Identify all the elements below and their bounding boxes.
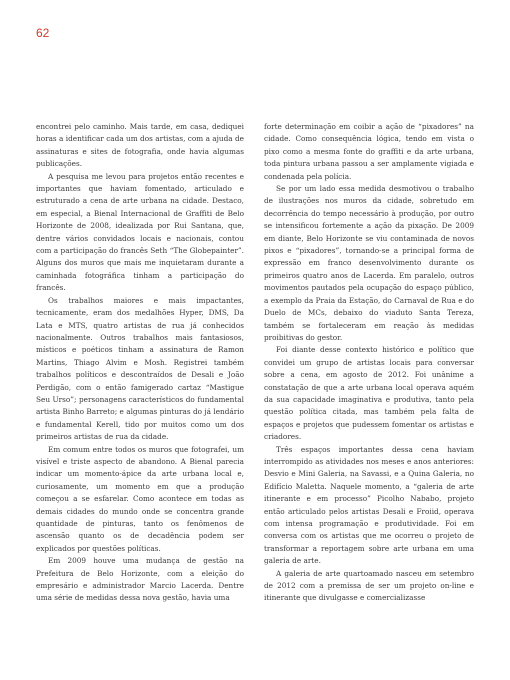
paragraph: Três espaços importantes dessa cena haviam interrompido as atividades nos meses e anos anteriores: Desvio e Mini Galeria, na Savassi, e a Quina Galeria, no Edifício Maletta. Naquele momento, a “galeria de arte itinerante e em processo” Picolho Nababo, projeto então articulado pelos artistas Desali e Froiid, operava com intensa programação e produtividade. Foi em conversa com os artistas que me ocorreu o projeto de transformar a reportagem sobre arte urbana em uma galeria de arte.	[264, 444, 474, 566]
right-text-column	[264, 121, 474, 605]
paragraph: forte determinação em coibir a ação de “pixadores” na cidade. Como consequência lógica, tendo em vista o pixo como a mesma fonte do graffiti e da arte urbana, toda pintura urbana passou a ser amplamente vigiada e condenada pela polícia.	[264, 122, 474, 181]
paragraph: A pesquisa me levou para projetos então recentes e importantes que haviam fomentado, articulado e estruturado a cena de arte urbana na cidade. Destaco, em especial, a Bienal Internacional de Graffiti de Belo Horizonte de 2008, idealizada por Rui Santana, que, dentre vários convidados locais e nacionais, contou com a participação do francês Seth “The Globepainter”. Alguns dos muros que mais me inquietaram durante a caminhada fotográfica tinham a participação do francês.	[36, 171, 244, 293]
paragraph: encontrei pelo caminho. Mais tarde, em casa, dediquei horas a identificar cada um dos artistas, com a ajuda de assinaturas e sites de fotografia, onde havia algumas publicações.	[36, 122, 244, 169]
page-number: 62	[36, 26, 50, 40]
paragraph: Se por um lado essa medida desmotivou o trabalho de ilustrações nos muros da cidade, sobretudo em decorrência do tempo necessário à produção, por outro se intensificou fortemente a ação da pixação. De 2009 em diante, Belo Horizonte se viu contaminada de novos pixos e “pixadores”, tornando-se a principal forma de expressão em franco desenvolvimento durante os primeiros quatro anos de Lacerda. Em paralelo, outros movimentos pautados pela ocupação do espaço público, a exemplo da Praia da Estação, do Carnaval de Rua e do Duelo de MCs, debaixo do viaduto Santa Tereza, também se fortaleceram em reação às medidas proibitivas do gestor.	[264, 184, 474, 342]
paragraph: A galeria de arte quartoamado nasceu em setembro de 2012 com a premissa de ser um projeto on-line e itinerante que divulgasse e comercializasse	[264, 568, 474, 603]
paragraph: Em 2009 houve uma mudança de gestão na Prefeitura de Belo Horizonte, com a eleição do empresário e administrador Marcio Lacerda. Dentre uma série de medidas dessa nova gestão, havia uma	[36, 556, 244, 603]
left-text-column	[36, 121, 244, 605]
paragraph: Foi diante desse contexto histórico e político que convidei um grupo de artistas locais para conversar sobre a cena, em agosto de 2012. Foi unânime a constatação de que a arte urbana local operava aquém da sua capacidade imaginativa e produtiva, tanto pela questão política citada, mas também pela falta de espaços e projetos que pudessem fomentar os artistas e criadores.	[264, 345, 474, 442]
paragraph: Em comum entre todos os muros que fotografei, um visível e triste aspecto de abandono. A Bienal parecia indicar um momento-ápice da arte urbana local e, curiosamente, um momento em que a produção começou a se esfarelar. Como acontece em todas as demais cidades do mundo onde se concentra grande quantidade de pinturas, tanto os fenômenos de ascensão quanto os de decadência podem ser explicados por questões políticas.	[36, 444, 244, 553]
paragraph: Os trabalhos maiores e mais impactantes, tecnicamente, eram dos medalhões Hyper, DMS, Da Lata e MTS, quatro artistas de rua já conhecidos nacionalmente. Outros trabalhos mais fantasiosos, místicos e poéticos tinham a assinatura de Ramon Martins, Thiago Alvim e Mosh. Registrei também trabalhos políticos e descontraídos de Desali e João Perdigão, com o então famigerado cartaz “Mastigue Seu Urso”; personagens característicos do fundamental artista Binho Barreto; e algumas pinturas do já lendário e fundamental Kerell, tido por muitos como um dos primeiros artistas de rua da cidade.	[36, 295, 244, 442]
